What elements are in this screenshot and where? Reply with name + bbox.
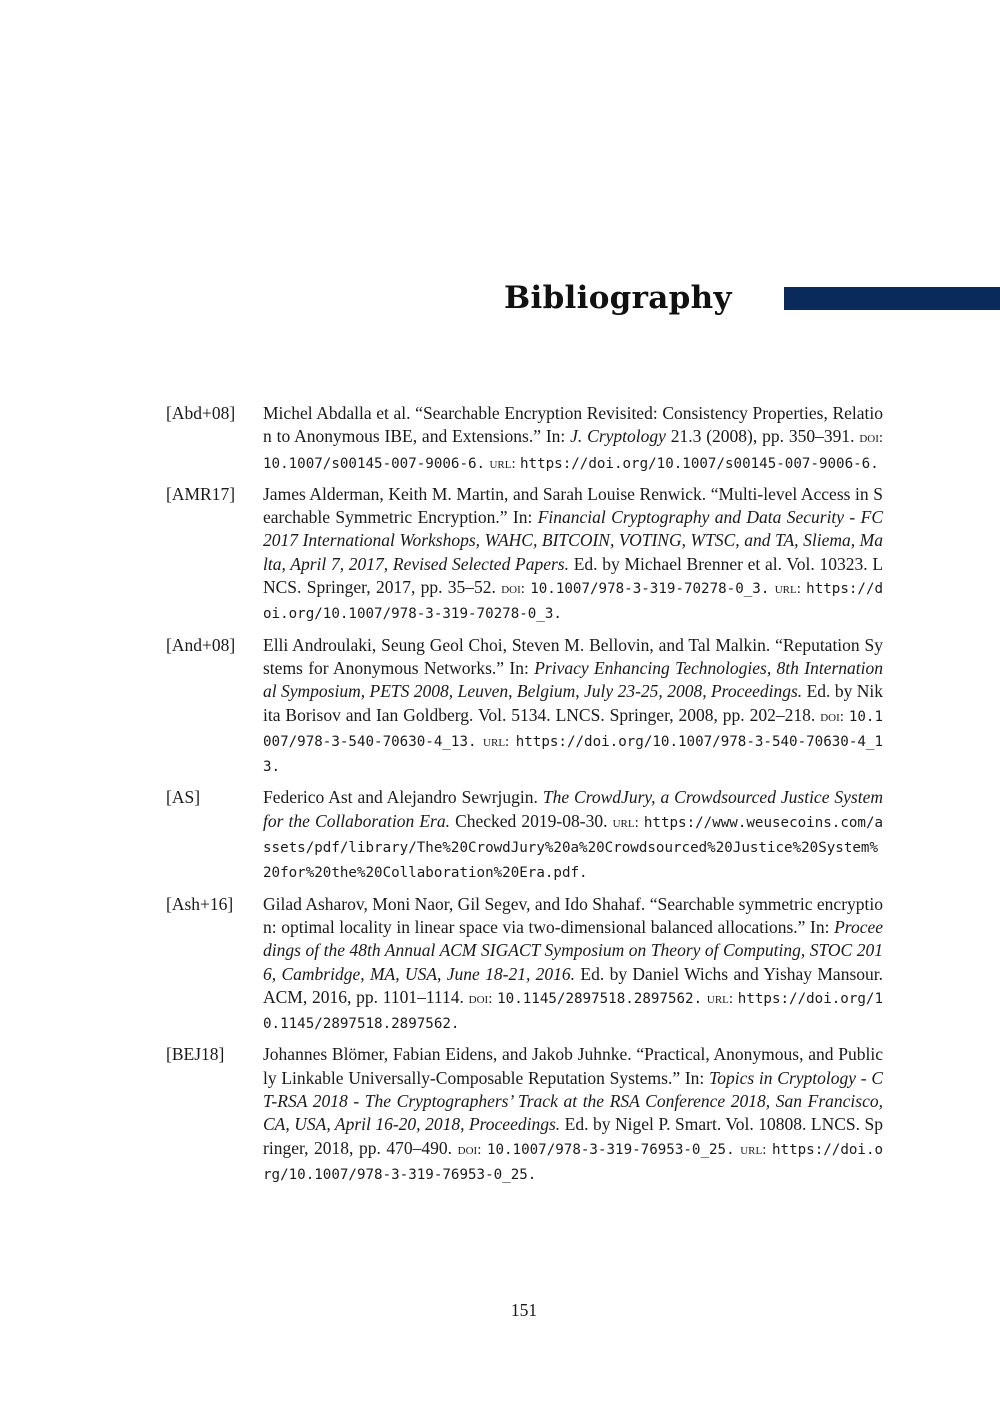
url-label: url: [489,455,516,472]
citation-key: [BEJ18] [166,1044,225,1065]
title: “Reputation Systems for Anonymous Networks.” [263,634,884,678]
in-label: In: [512,507,533,528]
doi-link[interactable]: 10.1145/2897518.2897562. [497,990,703,1007]
venue: Topics in Cryptology - CT-RSA 2018 - The Cryptographers’ Track at the RSA Conference 2018, San Francisco, CA, USA, April 16-20, 2018, Proceedings. [263,1067,884,1135]
citation-key: [AMR17] [166,483,236,504]
bibliography-list [166,402,886,1194]
title-accent-bar [784,287,1000,310]
bib-entry [166,1043,886,1187]
authors: James Alderman, Keith M. Martin, and Sarah Louise Renwick. [263,483,707,504]
citation-key: [Ash+16] [166,893,234,914]
url-label: url: [706,990,734,1007]
citation-body [263,402,883,476]
title: “Searchable Encryption Revisited: Consistency Properties, Relation to Anonymous IBE, and Extensions.” [263,403,884,447]
doi-link[interactable]: 10.1007/978-3-540-70630-4_13. [263,708,884,750]
bib-entry [166,402,886,476]
doi-label: doi: [468,990,493,1007]
doi-link[interactable]: 10.1007/s00145-007-9006-6. [263,455,486,472]
venue: J. Cryptology [570,426,666,447]
doi-link[interactable]: 10.1007/978-3-319-70278-0_3. [530,581,770,598]
citation-key: [Abd+08] [166,403,236,423]
details: Checked 2019-08-30. [455,810,608,831]
authors: Elli Androulaki, Seung Geol Choi, Steven M. Bellovin, and Tal Malkin. [263,634,771,655]
details: Ed. by Daniel Wichs and Yishay Mansour. ACM, 2016, pp. 1101–1114. [263,963,883,1007]
citation-body [263,634,883,780]
authors: Federico Ast and Alejandro Sewrjugin. [263,787,538,808]
in-label: In: [509,657,529,678]
page-title: Bibliography [504,280,732,316]
url-link[interactable]: https://doi.org/10.1145/2897518.2897562. [263,990,884,1033]
url-label: url: [740,1141,767,1158]
venue: Privacy Enhancing Technologies, 8th International Symposium, PETS 2008, Leuven, Belgium, July 23-25, 2008, Proceedings. [263,657,883,702]
venue: Financial Cryptography and Data Security - FC 2017 International Workshops, WAHC, BITCOIN, VOTING, WTSC, and TA, Sliema, Malta, April 7, 2017, Revised Selected Papers. [263,507,884,574]
url-link[interactable]: https://www.weusecoins.com/assets/pdf/library/The%20CrowdJury%20a%20Crowdsourced%20Justice%20System%20for%20the%20Collaboration%20Era.pdf. [263,814,884,882]
doi-label: doi: [501,581,525,598]
citation-key: [AS] [166,787,201,808]
url-link[interactable]: https://doi.org/10.1007/978-3-319-70278-0_3. [263,581,884,623]
in-label: In: [684,1067,705,1088]
title: “Searchable symmetric encryption: optimal locality in linear space via two-dimensional balanced allocations.” [263,893,883,937]
url-link[interactable]: https://doi.org/10.1007/978-3-540-70630-4_13. [263,733,884,776]
authors: Johannes Blömer, Fabian Eidens, and Jakob Juhnke. [263,1044,632,1065]
in-label: In: [545,426,566,447]
bib-entry [166,786,886,885]
title: “Multi-level Access in Searchable Symmetric Encryption.” [263,483,884,528]
details: Ed. by Michael Brenner et al. Vol. 10323. LNCS. Springer, 2017, pp. 35–52. [263,553,884,598]
url-link[interactable]: https://doi.org/10.1007/978-3-319-76953-0_25. [263,1141,884,1183]
citation-body [263,483,883,627]
url-label: url: [774,581,801,598]
doi-label: doi: [457,1141,482,1158]
url-label: url: [483,733,510,750]
bib-entry [166,634,886,780]
page-number: 151 [510,1300,538,1320]
citation-body [263,1043,883,1187]
doi-label: doi: [820,708,844,725]
authors: Michel Abdalla et al. [263,403,411,423]
doi-link[interactable]: 10.1007/978-3-319-76953-0_25. [486,1141,735,1158]
url-link[interactable]: https://doi.org/10.1007/s00145-007-9006-6. [520,455,879,472]
url-label: url: [612,814,639,831]
authors: Gilad Asharov, Moni Naor, Gil Segev, and Ido Shahaf. [263,893,646,914]
details: Ed. by Nikita Borisov and Ian Goldberg. Vol. 5134. LNCS. Springer, 2008, pp. 202–218. [263,681,883,725]
bib-entry [166,893,886,1037]
citation-body [263,786,883,885]
venue: The CrowdJury, a Crowdsourced Justice System for the Collaboration Era. [263,787,883,831]
doi-label: doi: [859,430,884,447]
details: Ed. by Nigel P. Smart. Vol. 10808. LNCS. Springer, 2018, pp. 470–490. [263,1114,884,1158]
citation-body [263,893,883,1037]
in-label: In: [810,916,830,937]
details: 21.3 (2008), pp. 350–391. [670,426,855,447]
bib-entry [166,483,886,627]
venue: Proceedings of the 48th Annual ACM SIGACT Symposium on Theory of Computing, STOC 2016, Cambridge, MA, USA, June 18-21, 2016. [263,916,884,984]
citation-key: [And+08] [166,634,236,655]
title: “Practical, Anonymous, and Publicly Linkable Universally-Composable Reputation Systems.” [263,1044,883,1088]
